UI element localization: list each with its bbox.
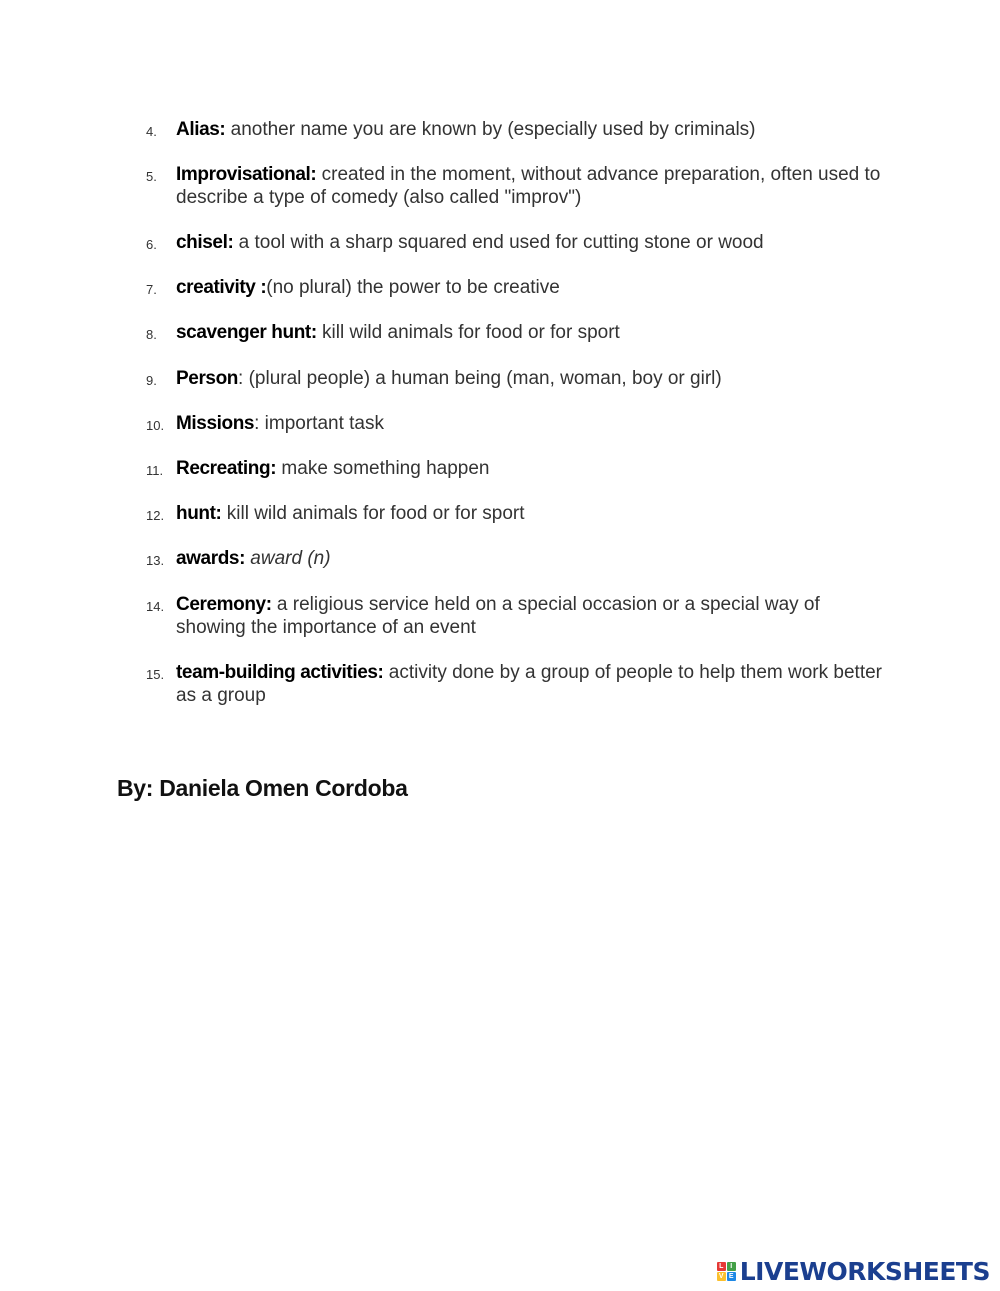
term: creativity : (176, 277, 267, 298)
list-item (146, 321, 886, 346)
item-text (176, 163, 886, 209)
term: Improvisational: (176, 164, 317, 185)
liveworksheets-logo[interactable] (717, 1257, 990, 1286)
definition: make something happen (276, 458, 490, 479)
term: Alias: (176, 119, 226, 140)
definition: another name you are known by (especially used by criminals) (225, 119, 756, 140)
list-item (146, 502, 886, 527)
item-text (176, 457, 886, 480)
item-number: 9. (146, 373, 157, 388)
definition: a religious service held on a special occasion or a special way of showing the importance of an event (176, 594, 820, 638)
item-text (176, 321, 886, 344)
item-number: 14. (146, 599, 165, 614)
item-text (176, 502, 886, 525)
list-item (146, 661, 886, 707)
definition: : important task (254, 413, 384, 434)
item-text (176, 661, 886, 707)
item-text (176, 276, 886, 299)
term: chisel: (176, 232, 234, 253)
item-number: 5. (146, 169, 157, 184)
item-number: 12. (146, 508, 165, 523)
list-item (146, 547, 886, 572)
term: Person (176, 368, 239, 389)
item-text (176, 367, 886, 390)
item-number: 10. (146, 418, 165, 433)
list-item (146, 231, 886, 256)
list-item (146, 593, 886, 639)
list-item (146, 367, 886, 392)
definition: award (n) (245, 548, 331, 569)
definition: kill wild animals for food or for sport (221, 503, 525, 524)
list-item (146, 163, 886, 209)
item-text (176, 118, 886, 141)
item-number: 13. (146, 553, 165, 568)
list-item (146, 457, 886, 482)
item-text (176, 547, 886, 570)
item-text (176, 231, 886, 254)
author-credit: By: Daniela Omen Cordoba (117, 775, 408, 801)
definition: created in the moment, without advance preparation, often used to describe a type of comedy (also called "improv") (176, 164, 881, 208)
item-number: 11. (146, 463, 164, 478)
list-item (146, 276, 886, 301)
definition: : (plural people) a human being (man, woman, boy or girl) (238, 368, 722, 389)
brand-mark-tile: E (727, 1272, 736, 1281)
item-number: 15. (146, 667, 165, 682)
definition: a tool with a sharp squared end used for cutting stone or wood (233, 232, 764, 253)
item-number: 8. (146, 327, 157, 342)
term: scavenger hunt: (176, 322, 317, 343)
brand-mark-tile: I (727, 1262, 736, 1271)
term: Ceremony: (176, 594, 272, 615)
brand-mark-tile: L (717, 1262, 726, 1271)
definition: kill wild animals for food or for sport (316, 322, 620, 343)
brand-mark-tile: V (717, 1272, 726, 1281)
term: awards: (176, 548, 246, 569)
list-item (146, 412, 886, 437)
term: Recreating: (176, 458, 277, 479)
term: hunt: (176, 503, 222, 524)
brand-name: LIVEWORKSHEETS (739, 1257, 990, 1286)
item-text (176, 593, 886, 639)
item-number: 7. (146, 282, 157, 297)
brand-mark-icon (717, 1262, 736, 1281)
item-number: 4. (146, 124, 157, 139)
item-text (176, 412, 886, 435)
definition: activity done by a group of people to help them work better as a group (176, 662, 883, 706)
definition: (no plural) the power to be creative (266, 277, 560, 298)
term: team-building activities: (176, 662, 384, 683)
term: Missions (176, 413, 255, 434)
item-number: 6. (146, 237, 157, 252)
list-item (146, 118, 886, 143)
